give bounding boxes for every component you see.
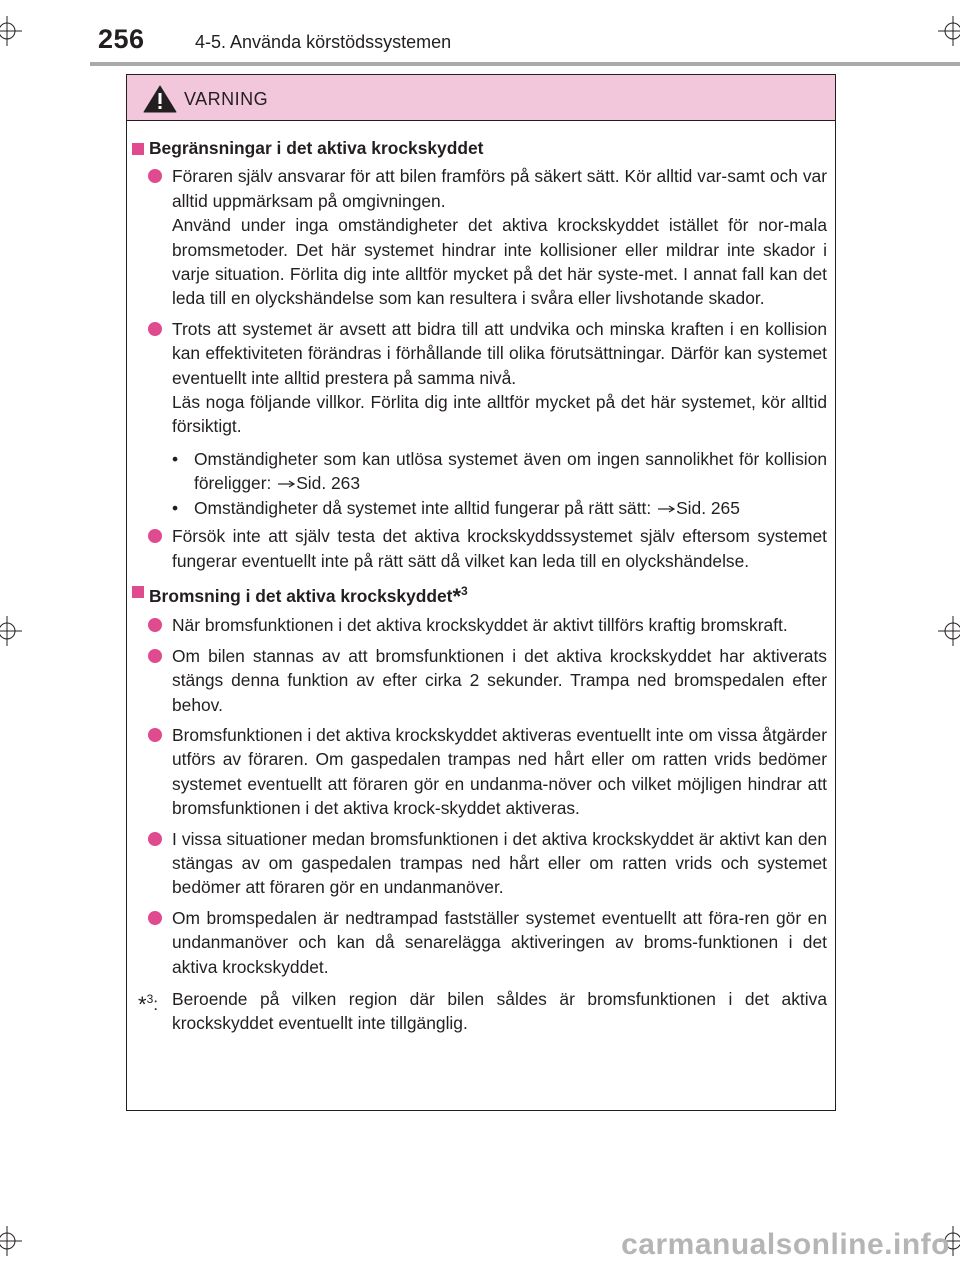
warning-triangle-icon [143,85,177,113]
round-bullet-icon [148,618,162,632]
topic-heading [132,579,827,609]
list-item [132,164,827,310]
square-bullet-icon [132,586,144,598]
dot-bullet-icon: • [172,448,179,469]
registration-mark-icon [938,616,960,646]
section-title: 4-5. Använda körstödssystemen [195,32,452,52]
paragraph: Försök inte att själv testa det aktiva krockskyddssystemet själv eftersom systemet fungerar eventuellt inte på rätt sätt då vilket kan leda till en olyckshändelse. [172,526,827,571]
list-item [132,827,827,900]
sub-item-text: Omständigheter då systemet inte alltid fungerar på rätt sätt: [194,497,652,518]
round-bullet-icon [148,728,162,742]
header-rule [90,62,960,66]
sub-list [132,447,827,520]
paragraph: Om bilen stannas av att bromsfunktionen i det aktiva krockskyddet har aktiverats stängs denna funktion av efter cirka 2 sekunder. Trampa ned bromspedalen efter behov. [172,645,827,715]
paragraph: Läs noga följande villkor. Förlita dig inte alltför mycket på det här systemet, kör alltid försiktigt. [172,392,827,437]
watermark: carmanualsonline.info [621,1228,950,1261]
round-bullet-icon [148,832,162,846]
round-bullet-icon [148,911,162,925]
dot-bullet-icon: • [172,497,179,518]
asterisk-icon: * [452,583,462,609]
arrow-right-icon [656,496,676,520]
paragraph: Föraren själv ansvarar för att bilen framförs på säkert sätt. Kör alltid var-samt och var alltid uppmärksam på omgivningen. [172,166,827,211]
page-header [0,0,960,70]
round-bullet-icon [148,649,162,663]
round-bullet-icon [148,322,162,336]
warning-body [127,121,835,1036]
round-bullet-icon [148,169,162,183]
registration-mark-icon [0,1226,22,1256]
paragraph: Trots att systemet är avsett att bidra till att undvika och minska kraften i en kollision kan effektiviteten förändras i förhållande till olika förutsättningar. Därför kan systemet eventuellt inte alltid prestera på samma nivå. [172,318,827,388]
list-item [132,524,827,573]
list-item [132,613,827,637]
square-bullet-icon [132,143,144,155]
warning-label: VARNING [184,89,269,109]
paragraph: Använd under inga omständigheter det aktiva krockskyddet istället för nor-mala bromsmetoder. Det här systemet hindrar inte kollisioner eller mildrar inte skador i varje situation. Förlita dig inte alltför mycket på det här syste-met. I annat fall kan det leda till en olyckshändelse som kan resultera i svåra eller livshotande skador. [172,215,827,309]
arrow-right-icon [276,471,296,495]
warning-header [127,75,835,121]
list-item [132,906,827,979]
list-item [132,317,827,439]
sub-list-item [172,447,827,496]
warning-box [126,74,836,1111]
sub-item-text: Omständigheter som kan utlösa systemet även om ingen sannolikhet för kollision föreligger: [194,448,827,494]
round-bullet-icon [148,529,162,543]
topic-heading [132,136,827,160]
paragraph: I vissa situationer medan bromsfunktionen i det aktiva krockskyddet är aktivt kan den stängas av om gaspedalen trampas ned hårt eller om ratten vrids och systemet bedömer att föraren gör en undanmanöver. [172,828,827,898]
footnote [132,987,827,1036]
page-reference-link[interactable]: Sid. 263 [296,473,361,494]
footnote-marker: *$^3$: [138,992,159,1017]
registration-mark-icon [0,16,22,46]
paragraph: När bromsfunktionen i det aktiva krockskyddet är aktivt tillförs kraftig bromskraft. [172,615,788,636]
page-number: 256 [98,24,145,54]
asterisk-icon: * [138,992,147,1017]
list-item [132,644,827,717]
paragraph: Bromsfunktionen i det aktiva krockskyddet aktiveras eventuellt inte om vissa åtgärder utförs av föraren. Om gaspedalen trampas ned hårt eller om ratten vrids bedömer systemet eventuellt att föraren gör en undanma-növer och vilket möjligen hindrar att bromsfunktionen i det aktiva krock-skyddet aktiveras. [172,724,827,819]
registration-mark-icon [0,616,22,646]
registration-mark-icon [938,16,960,46]
paragraph: Om bromspedalen är nedtrampad fastställer systemet eventuellt att föra-ren gör en undanmanöver och kan då senarelägga aktiveringen av broms-funktionen i det aktiva krockskyddet. [172,907,827,977]
list-item [132,723,827,821]
sub-list-item [172,496,827,520]
footnote-text: Beroende på vilken region där bilen såldes är bromsfunktionen i det aktiva krockskyddet eventuellt inte tillgänglig. [172,989,827,1034]
topic-title: Bromsning i det aktiva krockskyddet [149,585,453,606]
footnote-number: 3 [146,992,154,1006]
page-reference-link[interactable]: Sid. 265 [676,497,740,518]
topic-title: Begränsningar i det aktiva krockskyddet [149,138,484,158]
footnote-reference: 3 [461,583,468,598]
